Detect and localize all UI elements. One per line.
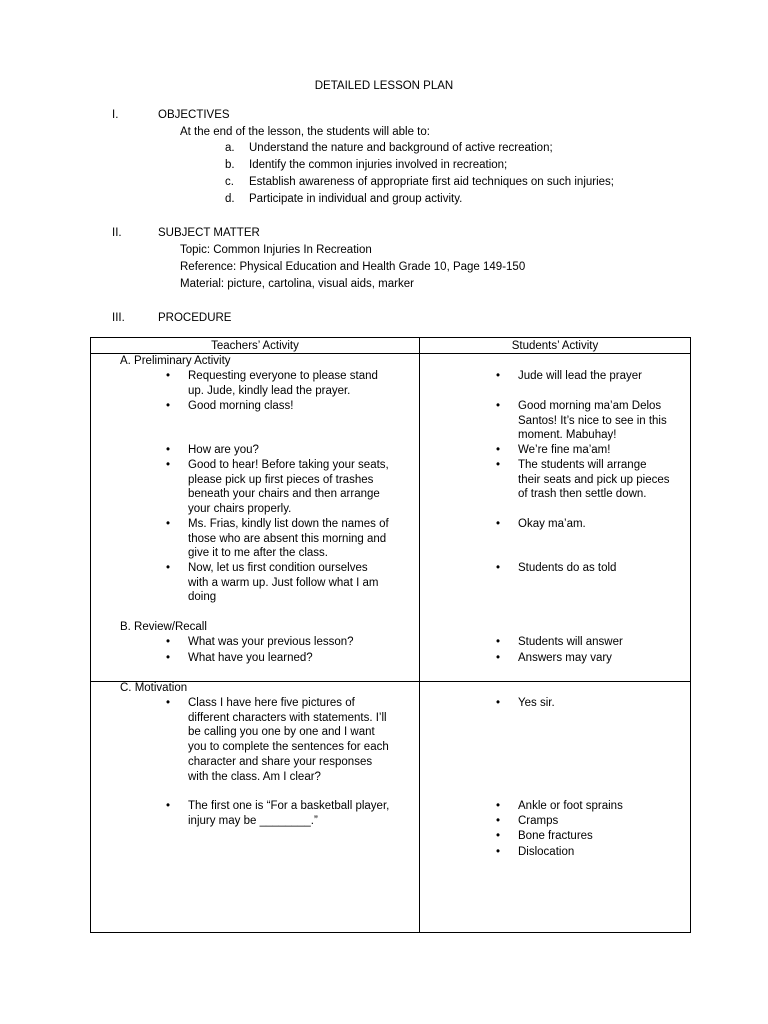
teacher-activity-item: How are you? — [188, 444, 259, 456]
column-divider — [419, 338, 420, 932]
teachers-activity-header: Teachers’ Activity — [211, 340, 299, 352]
teacher-activity-item: The first one is “For a basketball player, injury may be ________.” — [188, 800, 390, 827]
objectives-intro: At the end of the lesson, the students will able to: — [180, 126, 430, 138]
bullet-icon: • — [495, 400, 501, 412]
student-activity-item: Students do as told — [518, 562, 617, 574]
bullet-icon: • — [495, 370, 501, 382]
subject-topic: Topic: Common Injuries In Recreation — [180, 244, 372, 256]
procedure-heading: PROCEDURE — [158, 312, 232, 324]
objective-item: Establish awareness of appropriate first aid techniques on such injuries; — [249, 176, 615, 188]
bullet-icon: • — [165, 370, 171, 382]
student-activity-item: Good morning ma’am Delos Santos! It’s nice to see in this moment. Mabuhay! — [518, 400, 667, 442]
bullet-icon: • — [495, 562, 501, 574]
bullet-icon: • — [165, 400, 171, 412]
bullet-icon: • — [165, 459, 171, 471]
objective-item: Identify the common injuries involved in recreation; — [249, 159, 508, 171]
student-activity-item: Cramps — [518, 815, 559, 827]
teacher-activity-item: Good morning class! — [188, 400, 294, 412]
student-activity-item: Students will answer — [518, 636, 623, 648]
student-activity-item: Bone fractures — [518, 830, 593, 842]
bullet-icon: • — [165, 562, 171, 574]
bullet-icon: • — [495, 846, 501, 858]
bullet-icon: • — [165, 697, 171, 709]
teacher-activity-item: What have you learned? — [188, 652, 313, 664]
motivation-label: C. Motivation — [120, 682, 188, 694]
document-title: DETAILED LESSON PLAN — [314, 80, 454, 92]
student-activity-item: Dislocation — [518, 846, 575, 858]
objectives-numeral: I. — [112, 109, 119, 121]
bullet-icon: • — [165, 652, 171, 664]
teacher-activity-item: Ms. Frias, kindly list down the names of those who are absent this morning and give it to me after the class. — [188, 518, 389, 560]
student-activity-item: Ankle or foot sprains — [518, 800, 623, 812]
bullet-icon: • — [495, 444, 501, 456]
objective-letter: b. — [225, 159, 235, 171]
procedure-numeral: III. — [112, 312, 125, 324]
objective-item: Understand the nature and background of active recreation; — [249, 142, 553, 154]
teacher-activity-item: Now, let us first condition ourselves with a warm up. Just follow what I am doing — [188, 562, 379, 604]
objectives-heading: OBJECTIVES — [158, 109, 230, 121]
bullet-icon: • — [495, 697, 501, 709]
objective-item: Participate in individual and group activity. — [249, 193, 463, 205]
bullet-icon: • — [495, 636, 501, 648]
bullet-icon: • — [495, 815, 501, 827]
teacher-activity-item: Good to hear! Before taking your seats, please pick up first pieces of trashes beneath your chairs and then arrange your chairs properly. — [188, 459, 389, 516]
teacher-activity-item: Class I have here five pictures of different characters with statements. I’ll be calling you one by one and I want you to complete the sentences for each character and share your responses with the class. Am I clear? — [188, 697, 389, 783]
objective-letter: c. — [225, 176, 234, 188]
student-activity-item: Okay ma’am. — [518, 518, 586, 530]
student-activity-item: Yes sir. — [518, 697, 555, 709]
student-activity-item: Jude will lead the prayer — [518, 370, 643, 382]
review-recall-label: B. Review/Recall — [120, 621, 207, 633]
bullet-icon: • — [495, 652, 501, 664]
bullet-icon: • — [495, 830, 501, 842]
student-activity-item: The students will arrange their seats and pick up pieces of trash then settle down. — [518, 459, 670, 501]
student-activity-item: We’re fine ma’am! — [518, 444, 611, 456]
bullet-icon: • — [165, 518, 171, 530]
subject-matter-numeral: II. — [112, 227, 122, 239]
teacher-activity-item: Requesting everyone to please stand up. Jude, kindly lead the prayer. — [188, 370, 378, 397]
bullet-icon: • — [165, 444, 171, 456]
bullet-icon: • — [165, 636, 171, 648]
preliminary-activity-label: A. Preliminary Activity — [120, 355, 231, 367]
subject-material: Material: picture, cartolina, visual aids, marker — [180, 278, 414, 290]
teacher-activity-item: What was your previous lesson? — [188, 636, 354, 648]
bullet-icon: • — [165, 800, 171, 812]
objective-letter: d. — [225, 193, 235, 205]
subject-reference: Reference: Physical Education and Health Grade 10, Page 149-150 — [180, 261, 526, 273]
bullet-icon: • — [495, 518, 501, 530]
student-activity-item: Answers may vary — [518, 652, 612, 664]
bullet-icon: • — [495, 800, 501, 812]
students-activity-header: Students’ Activity — [511, 340, 599, 352]
procedure-table — [90, 337, 691, 933]
subject-matter-heading: SUBJECT MATTER — [158, 227, 260, 239]
bullet-icon: • — [495, 459, 501, 471]
objective-letter: a. — [225, 142, 235, 154]
